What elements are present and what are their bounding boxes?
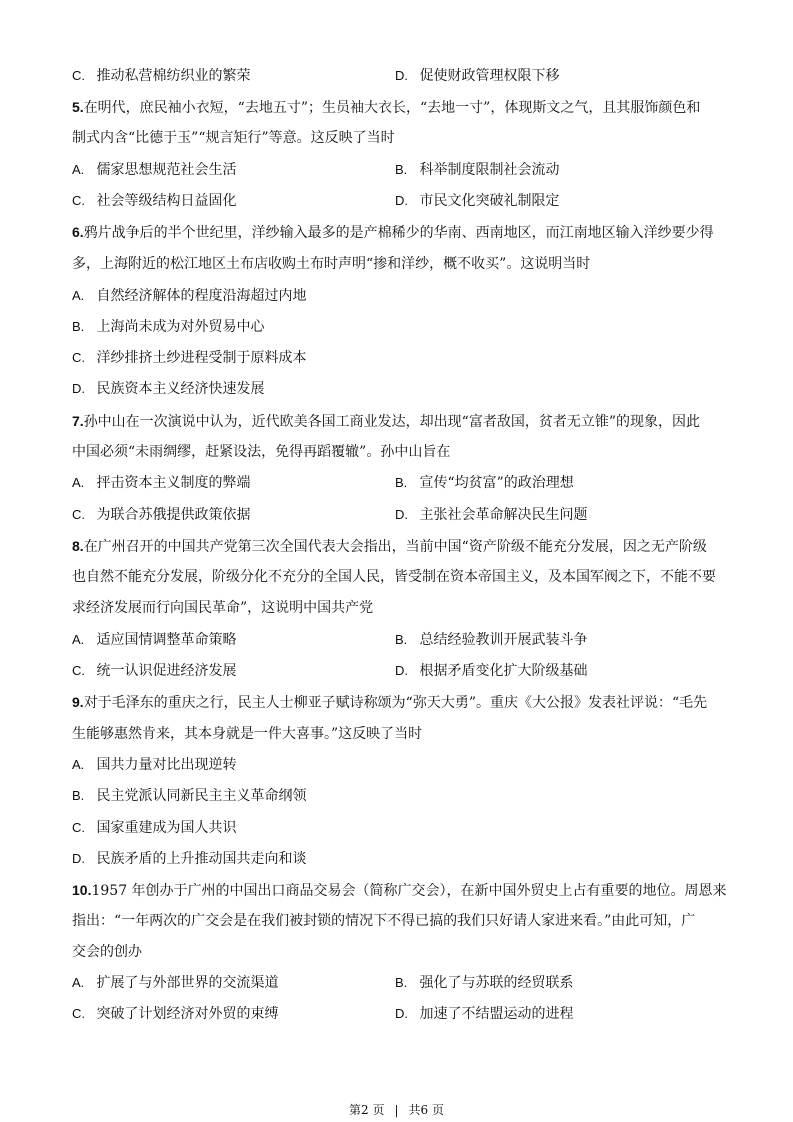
- option-letter: A.: [72, 475, 85, 490]
- option-text: 推动私营棉纺织业的繁荣: [96, 68, 251, 84]
- page-footer: [0, 1102, 793, 1118]
- q7-option-a: [72, 473, 250, 493]
- q6-option-a: [72, 286, 306, 306]
- question-number: 5.: [72, 99, 84, 115]
- q5-stem-line2: 制式内含“比德于玉”“规言矩行”等意。这反映了当时: [72, 130, 395, 146]
- option-letter: B.: [395, 162, 408, 177]
- page-number: 第2 页: [349, 1103, 385, 1117]
- option-letter: A.: [72, 757, 85, 772]
- question-number: 10.: [72, 882, 92, 898]
- q5-option-b: [395, 160, 559, 180]
- q5-option-c: [72, 191, 236, 211]
- option-letter: D.: [72, 381, 85, 396]
- q5-option-d: [395, 191, 559, 211]
- q9-option-d: [72, 849, 306, 869]
- option-letter: C.: [72, 193, 85, 208]
- q5-stem-line1: [72, 97, 722, 118]
- option-letter: B.: [72, 788, 85, 803]
- stem-text: 在明代，庶民袖小衣短，“去地五寸”；生员袖大衣长，“去地一寸”，体现斯文之气，且其服饰颜色和: [83, 100, 701, 116]
- q10-stem-line1: [72, 880, 727, 901]
- option-letter: B.: [72, 319, 85, 334]
- q7-stem-line1: [72, 411, 722, 432]
- q4-option-c: [72, 66, 250, 86]
- q8-option-b: [395, 630, 587, 650]
- option-letter: D.: [395, 1006, 408, 1021]
- stem-text: 在广州召开的中国共产党第三次全国代表大会指出，当前中国“资产阶级不能充分发展，因之无产阶级: [83, 539, 707, 555]
- option-text: 科举制度限制社会流动: [419, 162, 560, 178]
- option-text: 促使财政管理权限下移: [419, 68, 560, 84]
- q6-stem-line2: 多，上海附近的松江地区土布店收购土布时声明“掺和洋纱，概不收买”。这说明当时: [72, 256, 591, 272]
- q7-option-b: [395, 473, 574, 493]
- q9-stem-line2: 生能够惠然肯来，其本身就是一件大喜事。”这反映了当时: [72, 726, 423, 742]
- option-text: 民族资本主义经济快速发展: [96, 381, 265, 397]
- option-letter: A.: [72, 288, 85, 303]
- option-letter: A.: [72, 162, 85, 177]
- q10-option-a: [72, 973, 278, 993]
- option-letter: C.: [72, 507, 85, 522]
- q9-option-c: [72, 818, 236, 838]
- option-text: 抨击资本主义制度的弊端: [96, 475, 251, 491]
- option-text: 加速了不结盟运动的进程: [419, 1006, 574, 1022]
- q10-stem-line3: 交会的创办: [72, 944, 142, 960]
- q8-option-c: [72, 661, 236, 681]
- q6-option-d: [72, 379, 264, 399]
- option-letter: D.: [395, 507, 408, 522]
- option-text: 强化了与苏联的经贸联系: [419, 975, 574, 991]
- option-text: 国共力量对比出现逆转: [96, 757, 237, 773]
- page-total: 共6 页: [408, 1103, 444, 1117]
- option-letter: C.: [72, 820, 85, 835]
- q8-stem-line2: 也自然不能充分发展，阶级分化不充分的全国人民，皆受制在资本帝国主义，及本国军阀之下，不能不要: [72, 569, 716, 585]
- option-text: 洋纱排挤土纱进程受制于原料成本: [96, 350, 307, 366]
- stem-text: 对于毛泽东的重庆之行，民主人士柳亚子赋诗称颂为“弥天大勇”。重庆《大公报》发表社评说：“毛先: [83, 695, 708, 711]
- q6-option-b: [72, 317, 264, 337]
- option-text: 国家重建成为国人共识: [96, 820, 237, 836]
- option-text: 市民文化突破礼制限定: [419, 193, 560, 209]
- q5-option-a: [72, 160, 236, 180]
- q4-option-d: [395, 66, 559, 86]
- q9-stem-line1: [72, 692, 722, 713]
- option-text: 上海尚未成为对外贸易中心: [96, 319, 265, 335]
- question-number: 9.: [72, 694, 84, 710]
- option-text: 根据矛盾变化扩大阶级基础: [419, 663, 588, 679]
- stem-text: 鸦片战争后的半个世纪里，洋纱输入最多的是产棉稀少的华南、西南地区，而江南地区输入洋纱要少得: [83, 225, 714, 241]
- question-number: 8.: [72, 538, 84, 554]
- q6-option-c: [72, 348, 306, 368]
- q7-option-c: [72, 505, 250, 525]
- option-text: 扩展了与外部世界的交流渠道: [96, 975, 279, 991]
- option-text: 儒家思想规范社会生活: [96, 162, 237, 178]
- question-number: 7.: [72, 413, 84, 429]
- option-letter: B.: [395, 475, 408, 490]
- q10-stem-line2: 指出：“一年两次的广交会是在我们被封锁的情况下不得已搞的我们只好请人家进来看。”由此可知，广: [72, 913, 696, 929]
- option-text: 为联合苏俄提供政策依据: [96, 507, 251, 523]
- option-text: 社会等级结构日益固化: [96, 193, 237, 209]
- option-letter: A.: [72, 975, 85, 990]
- option-letter: D.: [72, 851, 85, 866]
- option-letter: B.: [395, 632, 408, 647]
- footer-separator: |: [394, 1103, 399, 1117]
- q10-option-d: [395, 1004, 573, 1024]
- option-text: 宣传“均贫富”的政治理想: [419, 475, 574, 491]
- q8-option-a: [72, 630, 236, 650]
- q7-stem-line2: 中国必须“未雨绸缪，赶紧设法，免得再蹈覆辙”。孙中山旨在: [72, 444, 451, 460]
- q10-option-b: [395, 973, 573, 993]
- q9-option-b: [72, 786, 306, 806]
- option-letter: B.: [395, 975, 408, 990]
- option-letter: C.: [72, 1006, 85, 1021]
- option-letter: C.: [72, 663, 85, 678]
- q6-stem-line1: [72, 222, 722, 243]
- q8-stem-line3: 求经济发展而行向国民革命”，这说明中国共产党: [72, 600, 374, 616]
- q8-option-d: [395, 661, 587, 681]
- option-letter: C.: [72, 68, 85, 83]
- question-number: 6.: [72, 224, 84, 240]
- option-text: 统一认识促进经济发展: [96, 663, 237, 679]
- option-text: 总结经验教训开展武装斗争: [419, 632, 588, 648]
- option-text: 突破了计划经济对外贸的束缚: [96, 1006, 279, 1022]
- q8-stem-line1: [72, 536, 722, 557]
- option-letter: D.: [395, 663, 408, 678]
- q10-option-c: [72, 1004, 278, 1024]
- option-text: 民主党派认同新民主主义革命纲领: [96, 788, 307, 804]
- option-letter: C.: [72, 350, 85, 365]
- option-letter: A.: [72, 632, 85, 647]
- q7-option-d: [395, 505, 587, 525]
- option-letter: D.: [395, 68, 408, 83]
- option-text: 适应国情调整革命策略: [96, 632, 237, 648]
- q9-option-a: [72, 755, 236, 775]
- option-text: 自然经济解体的程度沿海超过内地: [96, 288, 307, 304]
- option-text: 主张社会革命解决民生问题: [419, 507, 588, 523]
- option-letter: D.: [395, 193, 408, 208]
- option-text: 民族矛盾的上升推动国共走向和谈: [96, 851, 307, 867]
- stem-text: 1957 年创办于广州的中国出口商品交易会（简称广交会），在新中国外贸史上占有重要的地位。周恩来: [91, 883, 727, 899]
- stem-text: 孙中山在一次演说中认为，近代欧美各国工商业发达，却出现“富者敌国，贫者无立锥”的现象，因此: [83, 414, 700, 430]
